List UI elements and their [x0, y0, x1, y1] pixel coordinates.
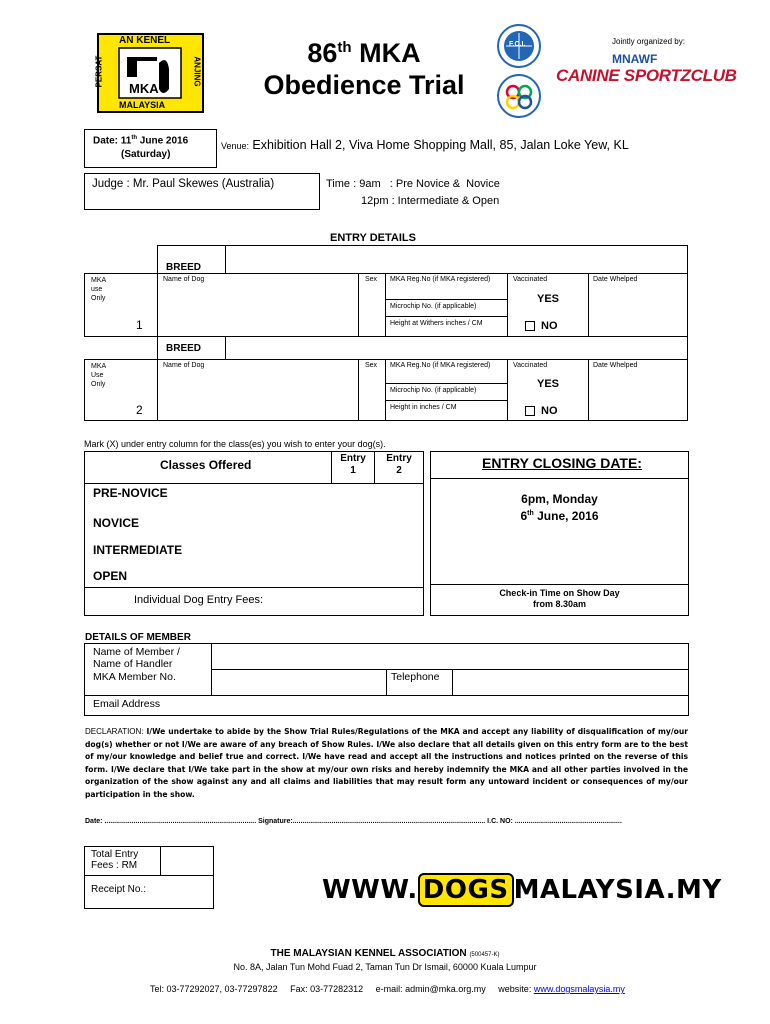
closing-date-title: ENTRY CLOSING DATE: — [482, 455, 642, 471]
class-open[interactable]: OPEN — [93, 569, 128, 583]
member-name-field[interactable] — [214, 646, 688, 668]
logo-bottom-text: MALAYSIA — [119, 100, 166, 110]
no-checkbox[interactable] — [525, 321, 535, 331]
member-name-label: Name of Member / Name of Handler — [93, 646, 180, 670]
checkin-line-2: from 8.30am — [532, 599, 587, 609]
website-link[interactable]: www.dogsmalaysia.my — [533, 984, 625, 994]
class-intermediate[interactable]: INTERMEDIATE — [93, 543, 183, 557]
receipt-label: Receipt No.: — [91, 884, 147, 895]
event-venue: Venue: Exhibition Hall 2, Viva Home Shopping Mall, 85, Jalan Loke Yew, KL — [221, 138, 629, 152]
dog-2-no-option[interactable]: NO — [525, 405, 558, 417]
dog-2-sex-label: Sex — [365, 362, 378, 369]
dog-2-breed-row — [157, 336, 688, 360]
classes-instruction: Mark (X) under entry column for the class(es) you wish to enter your dog(s). — [84, 439, 386, 449]
dog-2-height-label: Height in inches / CM — [390, 404, 457, 411]
dog-2-breed-label: BREED — [166, 343, 202, 354]
checkin-line-1: Check-in Time on Show Day — [499, 588, 620, 598]
canine-sportz-club-logo: CANINE SPORTZCLUB — [556, 66, 737, 85]
yes-checkbox[interactable] — [521, 294, 531, 304]
event-date: Date: 11th June 2016 — [93, 135, 189, 147]
dog-1-name-label: Name of Dog — [163, 276, 205, 283]
dog-1-height-label: Height at Withers inches / CM — [390, 320, 483, 327]
logo-right-text: ANJING — [192, 56, 202, 87]
classes-table — [84, 451, 424, 616]
telephone-field[interactable] — [455, 672, 689, 694]
fci-logo — [497, 24, 541, 68]
dog-1-mka-use: MKA use Only — [91, 277, 107, 302]
closing-line-2: 6th June, 2016 — [520, 509, 599, 523]
dog-1-breed-label: BREED — [166, 262, 202, 273]
member-no-label: MKA Member No. — [93, 671, 176, 683]
logo-center-text: MKA — [129, 81, 159, 96]
entry-details-heading: ENTRY DETAILS — [330, 232, 416, 244]
dog-2-microchip-label: Microchip No. (if applicable) — [390, 387, 477, 394]
yes-checkbox[interactable] — [521, 379, 531, 389]
page-title: 86th MKA Obedience Trial — [263, 38, 465, 100]
dog-1-whelped-label: Date Whelped — [593, 276, 638, 283]
closing-line-1: 6pm, Monday — [521, 492, 598, 506]
class-novice[interactable]: NOVICE — [93, 516, 140, 530]
mka-logo — [94, 33, 204, 113]
fci-text: F.C.I. — [509, 41, 526, 48]
total-fees-label: Total Entry Fees : RM — [91, 849, 139, 871]
declaration-text: DECLARATION: I/We undertake to abide by the Show Trial Rules/Regulations of the MKA and accept any liability of disqualification of my/our dog(s) whether or not I/We are aware of any breach of Show Rules. I/We also declare that all details given on this entry form are to the best of my/our knowledge and belief true and correct. I/We have read and accept all the instructions and notices printed on the reverse of this form. I/We declare that I/We take part in the show at my/our own risks and hereby indemnify the MKA and all other parties involved in the organization of the show against any and all claims and liabilities that may result form any untoward incident or consequences of my/our participation in the show. — [85, 727, 688, 799]
footer-address: No. 8A, Jalan Tun Mohd Fuad 2, Taman Tun Dr Ismail, 60000 Kuala Lumpur — [233, 962, 537, 972]
footer-contacts: Tel: 03-77292027, 03-77297822 Fax: 03-77282312 e-mail: admin@mka.org.my website: www.dogsmalaysia.my — [149, 984, 625, 994]
dog-1-microchip-label: Microchip No. (if applicable) — [390, 303, 477, 310]
entry-fees-label: Individual Dog Entry Fees: — [134, 594, 264, 606]
entry-1-header: Entry 1 — [340, 453, 366, 476]
member-heading: DETAILS OF MEMBER — [85, 632, 191, 643]
dog-1-reg-label: MKA Reg.No (if MKA registered) — [390, 276, 491, 283]
footer-org: THE MALAYSIAN KENNEL ASSOCIATION (500457-K) — [270, 948, 500, 959]
logo-top-text: AN KENEL — [119, 35, 171, 46]
dog-2-mka-use: MKA Use Only — [91, 363, 107, 388]
judge-name: Judge : Mr. Paul Skewes (Australia) — [92, 178, 275, 190]
email-label: Email Address — [93, 698, 161, 710]
dogs-malaysia-banner[interactable]: WWW. DOGS MALAYSIA.MY — [322, 875, 722, 905]
time-line-2: 12pm : Intermediate & Open — [361, 195, 500, 207]
dog-1-sex-label: Sex — [365, 276, 378, 283]
time-line-1: Time : 9am : Pre Novice & Novice — [326, 178, 500, 190]
dog-2-whelped-label: Date Whelped — [593, 362, 638, 369]
no-checkbox[interactable] — [525, 406, 535, 416]
dog-2-reg-label: MKA Reg.No (if MKA registered) — [390, 362, 491, 369]
dog-1-number: 1 — [136, 318, 143, 332]
logo-left-text: PERSAT — [94, 55, 104, 88]
dog-2-vaccinated-label: Vaccinated — [513, 362, 548, 369]
dog-1-breed-row — [157, 245, 688, 274]
dog-2-name-label: Name of Dog — [163, 362, 205, 369]
member-no-field[interactable] — [214, 672, 386, 694]
dog-1-vaccinated-label: Vaccinated — [513, 276, 548, 283]
class-pre-novice[interactable]: PRE-NOVICE — [93, 486, 168, 500]
dog-1-yes-option[interactable]: YES — [521, 293, 559, 305]
telephone-label: Telephone — [391, 671, 440, 683]
entry-2-header: Entry 2 — [386, 453, 412, 476]
mnawf-text: MNAWF — [612, 52, 658, 66]
signature-line[interactable]: Date: .............................................................................. Signature:................................................................................................... I.C. NO: ....................................................... — [85, 818, 622, 825]
classes-header: Classes Offered — [160, 458, 252, 472]
rings-logo — [497, 74, 541, 118]
jointly-organized-label: Jointly organized by: — [612, 37, 685, 46]
dog-1-no-option[interactable]: NO — [525, 320, 558, 332]
dog-2-number: 2 — [136, 403, 143, 417]
event-day: (Saturday) — [121, 149, 171, 160]
dog-2-yes-option[interactable]: YES — [521, 378, 559, 390]
